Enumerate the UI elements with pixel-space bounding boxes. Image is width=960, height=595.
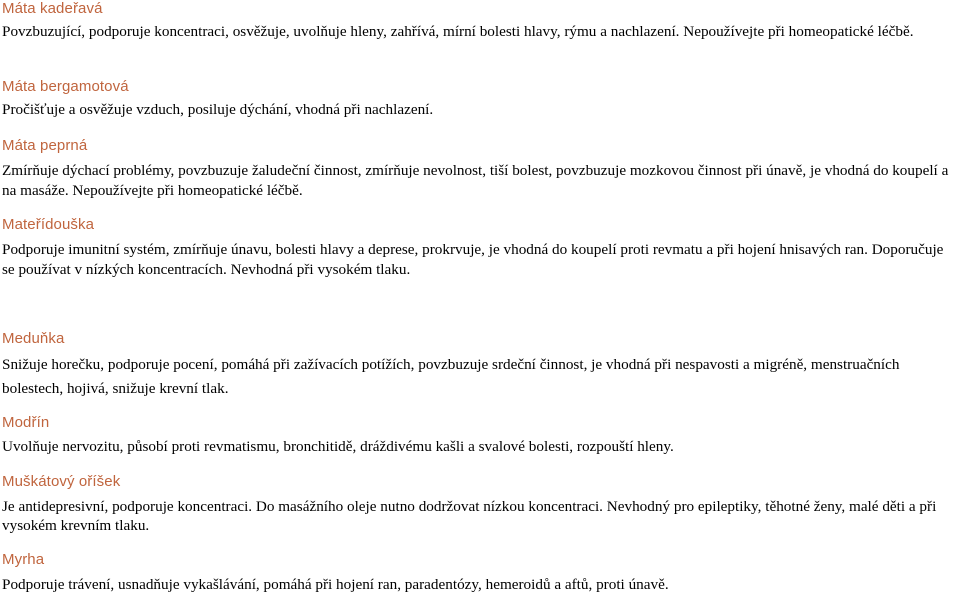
entry-description: Podporuje imunitní systém, zmírňuje únavu, bolesti hlavy a deprese, prokrvuje, je vhodná do koupelí proti revmatu a při hojení hnisavých ran. Doporučuje se používat v nízkých koncentracích. Nevhodná při vysokém tlaku.	[2, 241, 944, 278]
entry-title: Máta bergamotová	[2, 78, 129, 95]
entry-title: Meduňka	[2, 330, 65, 347]
entry-title: Máta peprná	[2, 137, 88, 154]
entry-modrin	[2, 414, 958, 456]
entry-description: Je antidepresivní, podporuje koncentraci. Do masážního oleje nutno dodržovat nízkou koncentraci. Nevhodný pro epileptiky, těhotné ženy, malé děti a při vysokém krevním tlaku.	[2, 498, 937, 534]
entry-description: Pročišťuje a osvěžuje vzduch, posiluje dýchání, vhodná při nachlazení.	[2, 101, 434, 118]
entry-mata-peprna	[2, 137, 958, 201]
entry-description: Podporuje trávení, usnadňuje vykašlávání, pomáhá při hojení ran, paradentózy, hemeroidů a aftů, proti únavě.	[2, 576, 669, 593]
entry-description: Uvolňuje nervozitu, působí proti revmatismu, bronchitidě, dráždivému kašli a svalové bolesti, rozpouští hleny.	[2, 438, 674, 455]
entry-materidouska	[2, 216, 958, 280]
entry-description: Zmírňuje dýchací problémy, povzbuzuje žaludeční činnost, zmírňuje nevolnost, tiší bolest, povzbuzuje mozkovou činnost při únavě, je vhodná do koupelí a na masáže. Nepoužívejte při homeopatické léčbě.	[2, 162, 949, 199]
entry-title: Myrha	[2, 551, 45, 568]
entry-title: Modřín	[2, 414, 50, 431]
entry-medunka	[2, 330, 958, 401]
entry-description: Snižuje horečku, podporuje pocení, pomáhá při zažívacích potížích, povzbuzuje srdeční činnost, je vhodná při nespavosti a migréně, menstruačních bolestech, hojivá, snižuje krevní tlak.	[2, 356, 900, 397]
entry-myrha	[2, 551, 958, 594]
entry-mata-bergamotova	[2, 78, 958, 119]
entry-title: Muškátový oříšek	[2, 473, 121, 490]
entry-title: Mateřídouška	[2, 216, 95, 233]
entry-mata-kaderava	[2, 0, 958, 41]
entry-description: Povzbuzující, podporuje koncentraci, osvěžuje, uvolňuje hleny, zahřívá, mírní bolesti hlavy, rýmu a nachlazení. Nepoužívejte při homeopatické léčbě.	[2, 23, 914, 40]
entry-muskatovy-orisek	[2, 473, 958, 535]
entry-title: Máta kadeřavá	[2, 0, 103, 17]
